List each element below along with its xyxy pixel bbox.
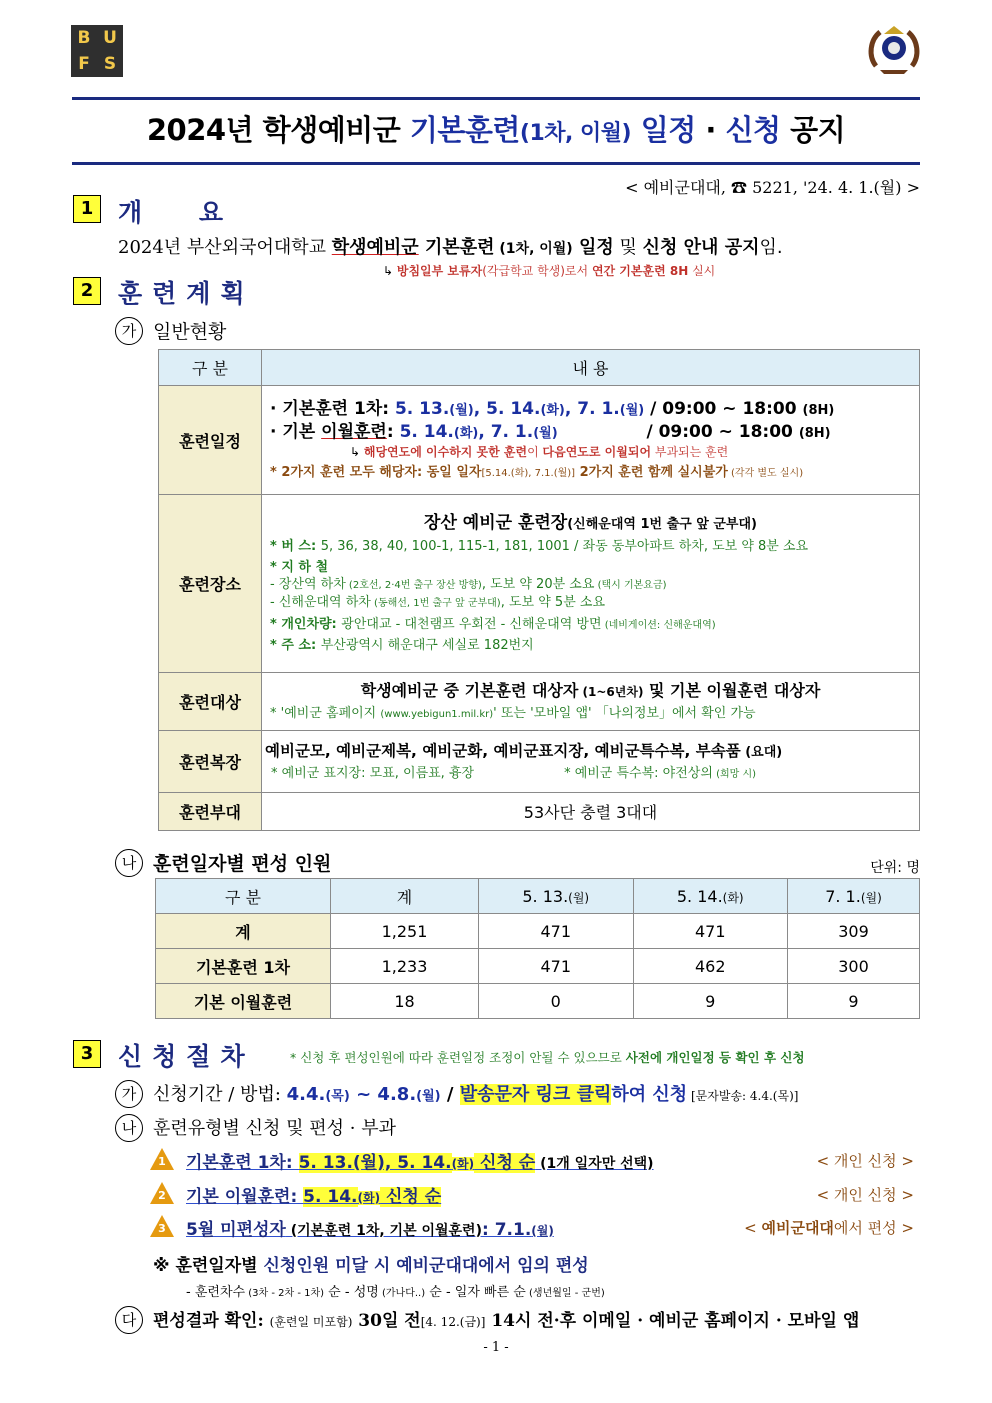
- text-part: 5. 14.: [303, 1187, 358, 1207]
- text-part: (기본훈련 1차, 기본 이월훈련): [285, 1223, 482, 1239]
- table-header: 구 분: [159, 350, 262, 386]
- text-part: (화): [540, 403, 565, 419]
- table-header-day: (화): [722, 890, 744, 905]
- apply-item: [186, 1182, 441, 1207]
- logo-letter: S: [103, 54, 117, 74]
- text-part: (1개 일자만 선택): [535, 1156, 654, 1172]
- text-part: ' 또는 '모바일 앱' 「나의정보」에서 확인 가능: [493, 706, 756, 722]
- target-cell: [262, 673, 920, 731]
- text-part: - 신해운대역 하차: [270, 594, 371, 610]
- overview-note-part: (각급학교 학생)로서: [482, 264, 592, 278]
- table-header-day: (월): [568, 890, 590, 905]
- text-part: (요대): [740, 744, 783, 760]
- text-part: (네비게이션: 신해운대역): [601, 619, 716, 631]
- text-part: * 신청 후 편성인원에 따라 훈련일정 조정이 안될 수 있으므로: [290, 1050, 626, 1065]
- text-part: (신해운대역 1번 출구 앞 군부대): [567, 517, 757, 533]
- row-label-attire: 훈련복장: [159, 731, 262, 793]
- overview-text-part: 기본훈련: [418, 237, 495, 258]
- subsection-title: 훈련유형별 신청 및 편성 · 부과: [153, 1118, 396, 1139]
- assign-order: [186, 1281, 605, 1300]
- overview-text-part: 안내 공지: [677, 237, 760, 258]
- bufs-logo: [71, 25, 123, 77]
- section-number: 1: [73, 195, 101, 223]
- subsection-title: 일반현황: [153, 321, 227, 343]
- table-cell: 18: [331, 984, 479, 1019]
- overview-text-part: (1차, 이월): [494, 241, 573, 257]
- table-header-text: 5. 13.: [522, 886, 569, 906]
- text-part: 5. 13.: [394, 399, 450, 420]
- title-text: 기본훈련: [409, 113, 520, 147]
- title-text: (1차, 이월): [519, 121, 632, 146]
- title-rule-bottom: [72, 162, 920, 165]
- table-row: [156, 984, 920, 1019]
- text-part: 신청 순: [380, 1187, 442, 1207]
- text-part: * 버 스:: [270, 539, 321, 555]
- text-part: (월): [533, 426, 558, 442]
- title-text: 공지: [780, 113, 846, 147]
- text-part: 기본훈련 1차:: [186, 1153, 299, 1173]
- text-part: (각각 별도 실시): [727, 468, 804, 480]
- text-part: * 개인차량:: [270, 616, 342, 632]
- page-number: - 1 -: [483, 1340, 509, 1355]
- table-header-text: 계: [396, 887, 413, 907]
- text-part: 에서 편성 >: [833, 1219, 914, 1237]
- overview-text-part: 2024년 부산외국어대학교: [118, 237, 332, 258]
- text-part: (가나다..): [378, 1288, 426, 1299]
- text-part: 학생예비군 중: [360, 681, 465, 701]
- text-part: 광안대교 - 대천램프 우회전 - 신해운대역 방면: [341, 616, 602, 632]
- overview-note: [383, 262, 715, 279]
- text-part: 순 - 일자 빠른 순: [425, 1285, 526, 1300]
- text-part: (3차 - 2차 - 1차): [245, 1288, 325, 1299]
- text-part: (www.yebigun1.mil.kr): [380, 709, 494, 721]
- text-part: 5. 13.(월), 5. 14.: [298, 1153, 452, 1173]
- target-line: [270, 680, 911, 702]
- table-cell: 471: [479, 914, 634, 949]
- schedule-line: [270, 464, 911, 482]
- text-part: ※ 훈련일자별: [153, 1256, 264, 1276]
- step-number: 2: [158, 1189, 166, 1202]
- schedule-line: [270, 444, 911, 460]
- text-part: 순 - 성명: [324, 1285, 379, 1300]
- text-part: ↳: [350, 445, 364, 460]
- page-title: [72, 108, 920, 149]
- text-part: (희망 시): [712, 768, 757, 780]
- section-title: 개 요: [118, 198, 248, 227]
- apply-type: < 개인 신청 >: [816, 1152, 914, 1170]
- text-part: 신청인원 미달 시 예비군대대에서 임의 편성: [263, 1256, 589, 1276]
- table-cell: 1,233: [331, 949, 479, 984]
- text-part: (택시 기본요금): [594, 580, 667, 592]
- text-part: 사전에 개인일정 등 확인 후 신청: [625, 1050, 805, 1065]
- step-number: 3: [158, 1222, 166, 1235]
- overview-text-part: 일정: [572, 237, 614, 258]
- text-part: * '예비군 홈페이지: [270, 706, 381, 722]
- place-line: * 지 하 철: [270, 559, 329, 575]
- auto-assign-notice: [153, 1251, 589, 1276]
- apply-period: [153, 1080, 798, 1106]
- text-part: 5월 미편성자: [186, 1220, 286, 1240]
- text-part: (화): [453, 426, 479, 442]
- table-header: [156, 879, 331, 914]
- table-header: [479, 879, 634, 914]
- attire-line: [265, 765, 916, 783]
- place-line: [270, 616, 911, 634]
- title-text: ·: [695, 113, 726, 147]
- text-part: , 7. 1.: [478, 422, 534, 443]
- text-part: (화): [357, 1191, 381, 1205]
- text-part: 장산 예비군 훈련장: [424, 513, 568, 534]
- text-part: (훈련일 미포함): [269, 1315, 353, 1329]
- text-part: 예비군모, 예비군제복, 예비군화, 예비군표지장, 예비군특수복, 부속품: [265, 741, 741, 760]
- title-rule-top: [72, 97, 920, 100]
- overview-text-part: 임.: [759, 237, 783, 258]
- general-status-table: [158, 349, 920, 831]
- text-part: (8H): [802, 403, 835, 419]
- overview-text: [118, 233, 783, 259]
- text-part: (월): [449, 403, 474, 419]
- text-part: 신청 순: [474, 1153, 536, 1173]
- row-label-unit: 훈련부대: [159, 793, 262, 831]
- subsection-mark: 가: [115, 1080, 143, 1108]
- text-part: , 5. 14.: [473, 399, 541, 420]
- schedule-line: [270, 421, 911, 444]
- subsection-mark: 나: [115, 1114, 143, 1142]
- section-number: 2: [73, 277, 101, 305]
- text-part: (월): [531, 1224, 554, 1238]
- place-line: [270, 512, 911, 535]
- table-row: [156, 949, 920, 984]
- table-header-text: 5. 14.: [676, 886, 723, 906]
- text-part: [5.14.(화), 7.1.(월)]: [481, 468, 576, 480]
- apply-note: [290, 1048, 805, 1066]
- text-part: ~ 4.8.: [349, 1084, 417, 1105]
- text-part: , 도보 약 20분 소요: [481, 577, 595, 593]
- text-part: 30일 전: [352, 1311, 421, 1331]
- table-cell: 9: [633, 984, 788, 1019]
- text-part: , 도보 약 5분 소요: [500, 594, 605, 610]
- attire-cell: [262, 731, 920, 793]
- table-header: [788, 879, 920, 914]
- title-text: 신청: [725, 113, 781, 147]
- table-header-text: 7. 1.: [825, 886, 861, 906]
- text-part: (화): [451, 1157, 475, 1171]
- table-cell: 471: [479, 949, 634, 984]
- overview-note-part: 방침일부 보류자: [396, 264, 483, 278]
- unit-label: 단위: 명: [870, 860, 920, 876]
- place-line: [270, 594, 911, 612]
- text-part: :: [386, 422, 400, 443]
- target-line: [270, 705, 911, 723]
- table-cell: 0: [479, 984, 634, 1019]
- table-cell: 9: [788, 984, 920, 1019]
- text-part: 다음연도로 이월되어: [542, 445, 652, 460]
- place-cell: [262, 495, 920, 673]
- text-part: 5, 36, 38, 40, 100-1, 115-1, 181, 1001 / 좌동 동부아파트 하차, 도보 약 8분 소요: [320, 539, 809, 555]
- table-row-label: 기본훈련 1차: [156, 949, 331, 984]
- text-part: (월): [619, 403, 645, 419]
- title-text: 일정: [631, 113, 696, 147]
- section-number: 3: [73, 1040, 101, 1068]
- text-part: · 기본훈련 1차:: [270, 399, 395, 420]
- subsection-title: 훈련일자별 편성 인원: [153, 853, 332, 875]
- overview-text-part: 신청: [642, 237, 678, 258]
- row-label-target: 훈련대상: [159, 673, 262, 731]
- overview-note-part: ↳: [383, 264, 397, 278]
- schedule-cell: [262, 386, 920, 495]
- text-part: 기본 이월훈련:: [186, 1187, 304, 1207]
- table-header-day: (월): [860, 890, 882, 905]
- place-line: [270, 637, 911, 655]
- text-part: (목): [325, 1089, 350, 1104]
- overview-note-part: 실시: [688, 264, 716, 278]
- table-cell: 1,251: [331, 914, 479, 949]
- subsection-mark: 가: [115, 317, 143, 345]
- text-part: 하여 신청: [611, 1084, 688, 1105]
- text-part: 이: [527, 445, 543, 460]
- overview-text-part: 및: [613, 237, 643, 258]
- text-part: / 09:00 ~ 18:00: [644, 399, 803, 420]
- table-row: [156, 914, 920, 949]
- text-part: 4.4.: [286, 1084, 326, 1105]
- apply-type: < 개인 신청 >: [816, 1186, 914, 1204]
- place-line: [270, 538, 911, 556]
- logo-letter: F: [78, 54, 90, 74]
- place-line: [270, 576, 911, 594]
- title-text: 2024년 학생예비군: [146, 113, 410, 147]
- text-part: /: [440, 1084, 460, 1105]
- attire-line: [265, 741, 916, 762]
- apply-type: [744, 1217, 914, 1238]
- apply-item: [186, 1215, 554, 1240]
- text-part: 예비군대대: [761, 1219, 834, 1237]
- personnel-table: [155, 878, 920, 1019]
- logo-letter: B: [77, 28, 91, 48]
- text-part: 해당연도에 이수하지 못한 훈련: [363, 445, 528, 460]
- text-part: 부산광역시 해운대구 세실로 182번지: [320, 638, 534, 654]
- table-header-text: 구 분: [225, 887, 261, 907]
- text-part: [문자발송: 4.4.(목)]: [687, 1089, 799, 1103]
- schedule-line: [270, 398, 911, 421]
- document-memo: < 예비군대대, ☎ 5221, '24. 4. 1.(월) >: [625, 178, 920, 197]
- table-cell: 300: [788, 949, 920, 984]
- text-part: * 예비군 특수복: 야전상의: [564, 765, 713, 781]
- text-part: 발송문자 링크 클릭: [459, 1084, 612, 1105]
- text-part: 및: [643, 681, 671, 701]
- text-part: / 09:00 ~ 18:00: [557, 422, 799, 443]
- text-part: (8H): [798, 426, 831, 442]
- table-cell: 462: [633, 949, 788, 984]
- overview-text-part: 학생예비군: [331, 237, 419, 258]
- table-row-label: 계: [156, 914, 331, 949]
- subsection-mark: 다: [115, 1306, 143, 1334]
- table-header: 내 용: [262, 350, 920, 386]
- reserve-army-emblem-icon: [866, 22, 922, 78]
- text-part: (2호선, 2·4번 출구 장산 방향): [345, 580, 482, 592]
- step-number: 1: [158, 1155, 166, 1168]
- unit-value: 53사단 충렬 3대대: [262, 793, 920, 831]
- text-part: (생년월일 - 군번): [525, 1288, 605, 1299]
- table-cell: 471: [633, 914, 788, 949]
- text-part: 5. 14.: [399, 422, 454, 443]
- text-part: : 7.1.: [481, 1220, 532, 1240]
- text-part: - 훈련차수: [186, 1285, 246, 1300]
- text-part: * 예비군 표지장: 모표, 이름표, 흉장: [271, 765, 475, 781]
- section-title: 신청절차: [118, 1042, 255, 1071]
- text-part: · 기본: [270, 422, 322, 443]
- table-row-label: 기본 이월훈련: [156, 984, 331, 1019]
- table-cell: 309: [788, 914, 920, 949]
- text-part: <: [744, 1219, 762, 1237]
- text-part: - 장산역 하차: [270, 577, 346, 593]
- text-part: 14시 전·후 이메일 · 예비군 홈페이지 · 모바일 앱: [485, 1311, 860, 1331]
- row-label-place: 훈련장소: [159, 495, 262, 673]
- apply-item: [186, 1148, 654, 1173]
- overview-note-part: 연간 기본훈련 8H: [591, 264, 689, 278]
- text-part: 신청기간 / 방법:: [153, 1084, 287, 1105]
- text-part: 이월훈련: [321, 422, 387, 443]
- section-title: 훈련계획: [118, 279, 255, 308]
- text-part: [4. 12.(금)]: [420, 1315, 486, 1329]
- text-part: (월): [416, 1089, 441, 1104]
- text-part: 부과되는 훈련: [651, 445, 729, 460]
- text-part: * 2가지 훈련 모두 해당자: 동일 일자: [270, 465, 482, 481]
- text-part: 2가지 훈련 함께 실시불가: [575, 465, 728, 481]
- text-part: 편성결과 확인:: [153, 1311, 270, 1331]
- result-check: [153, 1306, 859, 1331]
- text-part: 기본훈련 대상자: [464, 681, 579, 701]
- logo-letter: U: [103, 28, 117, 48]
- table-header: [633, 879, 788, 914]
- text-part: 기본 이월훈련 대상자: [670, 681, 821, 701]
- text-part: (동해선, 1번 출구 앞 군부대): [370, 597, 501, 609]
- subsection-mark: 나: [115, 849, 143, 877]
- text-part: (1~6년차): [578, 685, 644, 700]
- text-part: * 주 소:: [270, 638, 321, 654]
- text-part: , 7. 1.: [564, 399, 620, 420]
- row-label-schedule: 훈련일정: [159, 386, 262, 495]
- table-header: [331, 879, 479, 914]
